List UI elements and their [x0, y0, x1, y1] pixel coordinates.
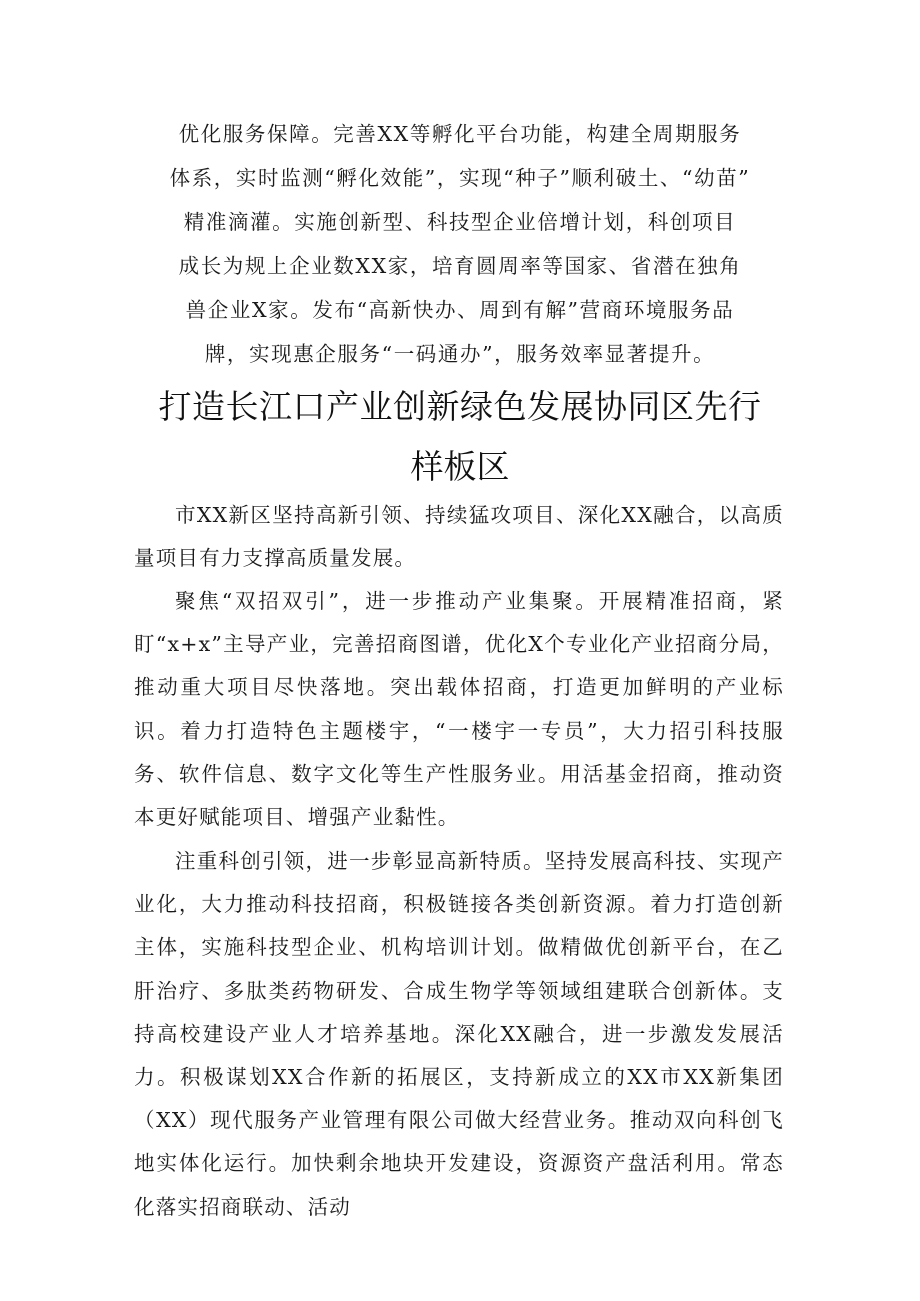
paragraph-overview — [134, 494, 784, 580]
intro-line: 牌，实现惠企服务“一码通办”，服务效率显著提升。 — [204, 342, 716, 366]
paragraph-text: 注重科创引领，进一步彰显高新特质。坚持发展高科技、实现产业化，大力推动科技招商，积极链接各类创新资源。着力打造创新主体，实施科技型企业、机构培训计划。做精做优创新平台，在乙肝治疗、多肽类药物研发、合成生物学等领域组建联合创新体。支持高校建设产业人才培养基地。深化XX融合，进一步激发发展活力。积极谋划XX合作新的拓展区，支持新成立的XX市XX新集团（XX）现代服务产业管理有限公司做大经营业务。推动双向科创飞地实体化运行。加快剩余地块开发建设，资源资产盘活利用。常态化落实招商联动、活动 — [134, 849, 784, 1219]
paragraph-text: 聚焦“双招双引”，进一步推动产业集聚。开展精准招商，紧盯“x+x”主导产业，完善招商图谱，优化X个专业化产业招商分局，推动重大项目尽快落地。突出载体招商，打造更加鲜明的产业标识。着力打造特色主题楼宇，“一楼宇一专员”，大力招引科技服务、软件信息、数字文化等生产性服务业。用活基金招商，推动资本更好赋能项目、增强产业黏性。 — [134, 589, 784, 830]
intro-line: 体系，实时监测“孵化效能”，实现“种子”顺利破土、“幼苗” — [169, 166, 751, 190]
paragraph-text: 市XX新区坚持高新引领、持续猛攻项目、深化XX融合，以高质量项目有力支撑高质量发展。 — [134, 503, 784, 571]
intro-line: 成长为规上企业数XX家，培育圆周率等国家、省潜在独角 — [178, 254, 742, 278]
intro-line: 精准滴灌。实施创新型、科技型企业倍增计划，科创项目 — [183, 210, 737, 234]
intro-text-block — [0, 112, 920, 376]
intro-line: 优化服务保障。完善XX等孵化平台功能，构建全周期服务 — [178, 122, 742, 146]
section-heading-line-2: 样板区 — [410, 447, 510, 486]
paragraph-investment — [134, 580, 784, 839]
intro-line: 兽企业X家。发布“高新快办、周到有解”营商环境服务品 — [185, 298, 735, 322]
section-heading-line-1: 打造长江口产业创新绿色发展协同区先行 — [158, 387, 762, 426]
paragraph-innovation — [134, 840, 784, 1229]
